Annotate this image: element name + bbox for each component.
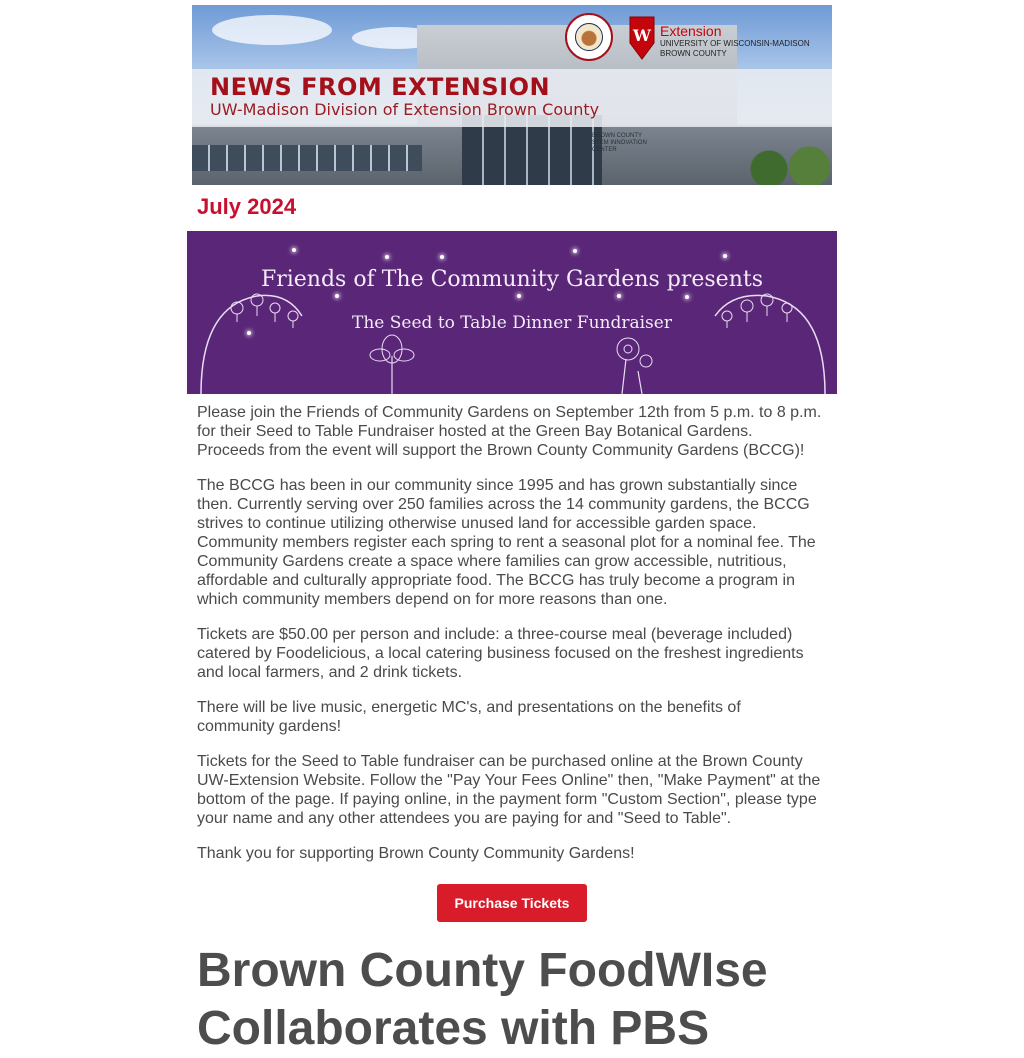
issue-month: July 2024 bbox=[197, 194, 297, 219]
floral-branch-left-icon bbox=[197, 286, 307, 394]
extension-logo-university: UNIVERSITY OF WISCONSIN-MADISON bbox=[660, 39, 810, 48]
article-paragraph: The BCCG has been in our community since 1995 and has grown substantially since then. Currently serving over 250 families across the 14 community gardens, the BCCG strives to continue utilizing otherwise unused land for accessible garden space. Community members register each spring to rent a seasonal plot for a nominal fee. The Community Gardens create a space where families can grow accessible, nutritious, affordable and culturally appropriate food. The BCCG has truly become a program in which community members depend on for more reasons than one. bbox=[197, 477, 816, 608]
trees bbox=[742, 145, 832, 185]
cloud bbox=[212, 15, 332, 45]
floral-branch-right-icon bbox=[707, 286, 832, 394]
star-icon bbox=[685, 295, 689, 299]
star-icon bbox=[292, 248, 296, 252]
next-article-heading: Brown County FoodWIse Collaborates with PBS bbox=[197, 944, 768, 1055]
extension-logo-word: Extension bbox=[660, 23, 722, 39]
building-windows bbox=[192, 145, 422, 171]
extension-logo bbox=[660, 23, 810, 59]
brown-county-seal-icon bbox=[565, 13, 613, 61]
article-paragraph: Thank you for supporting Brown County Community Gardens! bbox=[197, 845, 635, 862]
newsletter-title: NEWS FROM EXTENSION bbox=[210, 73, 551, 101]
article-body bbox=[197, 403, 822, 879]
star-icon bbox=[617, 294, 621, 298]
star-icon bbox=[335, 294, 339, 298]
article-paragraph: Please join the Friends of Community Gardens on September 12th from 5 p.m. to 8 p.m. for their Seed to Table Fundraiser hosted at the Green Bay Botanical Gardens. Proceeds from the event will support the Brown County Community Gardens (BCCG)! bbox=[197, 404, 822, 459]
building-sign: BROWN COUNTY STEM INNOVATION CENTER bbox=[592, 133, 647, 153]
seal-emblem bbox=[575, 23, 603, 51]
purchase-tickets-button[interactable]: Purchase Tickets bbox=[437, 884, 587, 922]
purchase-button-wrapper bbox=[437, 884, 587, 922]
newsletter-subtitle: UW-Madison Division of Extension Brown County bbox=[210, 100, 600, 119]
star-icon bbox=[517, 294, 521, 298]
star-icon bbox=[385, 255, 389, 259]
flower-left-icon bbox=[362, 331, 422, 394]
event-banner-subtitle: The Seed to Table Dinner Fundraiser bbox=[352, 313, 672, 333]
article-paragraph: There will be live music, energetic MC's, and presentations on the benefits of community gardens! bbox=[197, 699, 741, 735]
extension-logo-county: BROWN COUNTY bbox=[660, 49, 727, 58]
uw-crest-icon bbox=[628, 13, 656, 61]
star-icon bbox=[440, 255, 444, 259]
flower-right-icon bbox=[602, 331, 662, 394]
star-icon bbox=[723, 254, 727, 258]
event-banner bbox=[187, 231, 837, 394]
article-paragraph: Tickets are $50.00 per person and include: a three-course meal (beverage included) catered by Foodelicious, a local catering business focused on the freshest ingredients and local farmers, and 2 drink tickets. bbox=[197, 626, 804, 681]
header-banner bbox=[192, 5, 832, 185]
star-icon bbox=[573, 249, 577, 253]
event-banner-title: Friends of The Community Gardens presents bbox=[260, 267, 764, 292]
svg-text:W: W bbox=[633, 26, 651, 45]
article-paragraph: Tickets for the Seed to Table fundraiser can be purchased online at the Brown County UW-Extension Website. Follow the "Pay Your Fees Online" then, "Make Payment" at the bottom of the page. If paying online, in the payment form "Custom Section", please type your name and any other attendees you are paying for and "Seed to Table". bbox=[197, 753, 821, 827]
